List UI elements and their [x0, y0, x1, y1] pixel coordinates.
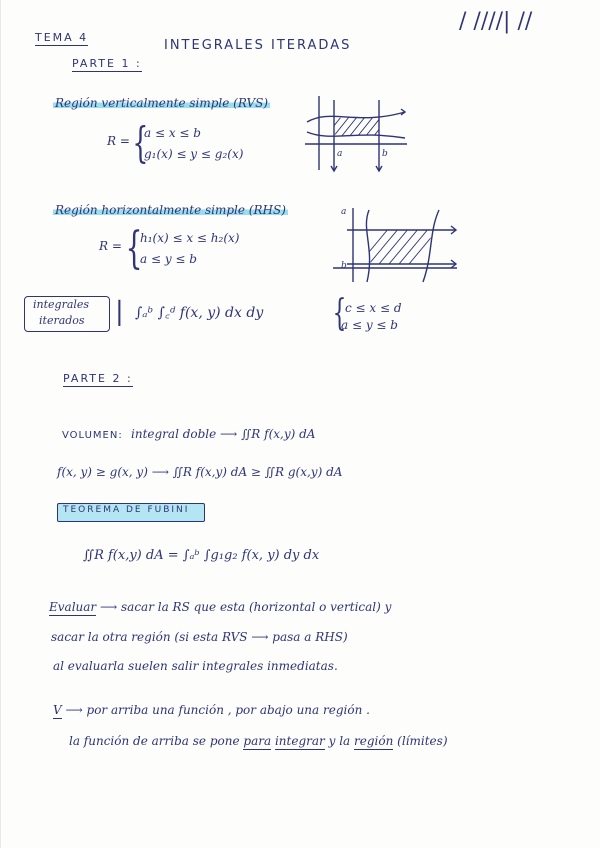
- evaluar-rest: ⟶ sacar la RS que esta (horizontal o vertical) y: [99, 600, 392, 614]
- last-start: la función de arriba se pone: [69, 734, 240, 748]
- rhs-title: [53, 204, 288, 217]
- page-title: INTEGRALES ITERADAS: [164, 38, 352, 53]
- rvs-title-text: Región verticalmente simple (RVS): [55, 96, 269, 110]
- iterated-cond1: c ≤ x ≤ d: [345, 301, 402, 315]
- part1-heading: PARTE 1 :: [72, 58, 142, 72]
- last-integrar: integrar: [274, 734, 325, 748]
- iterated-box-line2: iterados: [39, 314, 85, 327]
- v-text: ⟶ por arriba una función , por abajo una región .: [65, 703, 370, 717]
- v-label: V: [53, 703, 62, 717]
- fubini-title: TEOREMA DE FUBINI: [63, 505, 190, 515]
- last-y-la: y la: [328, 734, 351, 748]
- rhs-line1: h₁(x) ≤ x ≤ h₂(x): [140, 231, 240, 245]
- rvs-axis-a: a: [337, 149, 343, 159]
- rvs-axis-b: b: [382, 149, 388, 159]
- last-line: [69, 735, 448, 748]
- rhs-r-label: R =: [99, 239, 122, 253]
- rhs-title-text: Región horizontalmente simple (RHS): [55, 203, 286, 217]
- rvs-brace: {: [132, 118, 149, 167]
- rhs-axis-b: b: [341, 261, 347, 271]
- v-line: [53, 704, 370, 717]
- iterated-formula: ∫ₐᵇ ∫꜀ᵈ f(x, y) dx dy: [135, 305, 264, 321]
- rhs-brace: {: [125, 223, 143, 274]
- fubini-formula: ∬R f(x,y) dA = ∫ₐᵇ ∫g₁g₂ f(x, y) dy dx: [83, 548, 320, 563]
- rvs-r-label: R =: [107, 134, 130, 148]
- note-line3: al evaluarla suelen salir integrales inmediatas.: [53, 659, 338, 673]
- tally-marks: / ////| //: [459, 9, 533, 34]
- volume-text: integral doble ⟶ ∬R f(x,y) dA: [131, 427, 316, 441]
- iterated-cond-brace: {: [332, 293, 347, 334]
- inequality-line: f(x, y) ≥ g(x, y) ⟶ ∬R f(x,y) dA ≥ ∬R g(x,y) dA: [57, 465, 343, 479]
- iterated-divider: |: [115, 297, 124, 327]
- rvs-line1: a ≤ x ≤ b: [144, 126, 201, 140]
- rvs-title: [53, 97, 270, 110]
- evaluar-label: Evaluar: [49, 600, 97, 614]
- last-para: para: [243, 734, 272, 748]
- rvs-line2: g₁(x) ≤ y ≤ g₂(x): [144, 147, 244, 161]
- volume-label: VOLUMEN:: [62, 430, 123, 441]
- iterated-cond2: a ≤ y ≤ b: [341, 318, 398, 332]
- last-end: (límites): [397, 734, 448, 748]
- last-region: región: [354, 734, 394, 748]
- evaluar-line: [49, 601, 391, 614]
- part2-heading: PARTE 2 :: [63, 373, 133, 387]
- iterated-box-line1: integrales: [33, 298, 90, 311]
- rhs-line2: a ≤ y ≤ b: [140, 252, 197, 266]
- rhs-region-graph: [329, 206, 461, 284]
- topic-label: TEMA 4: [35, 32, 88, 46]
- rvs-region-graph: [301, 92, 411, 174]
- rhs-axis-a: a: [341, 207, 347, 217]
- note-line2: sacar la otra región (si esta RVS ⟶ pasa a RHS): [51, 630, 348, 644]
